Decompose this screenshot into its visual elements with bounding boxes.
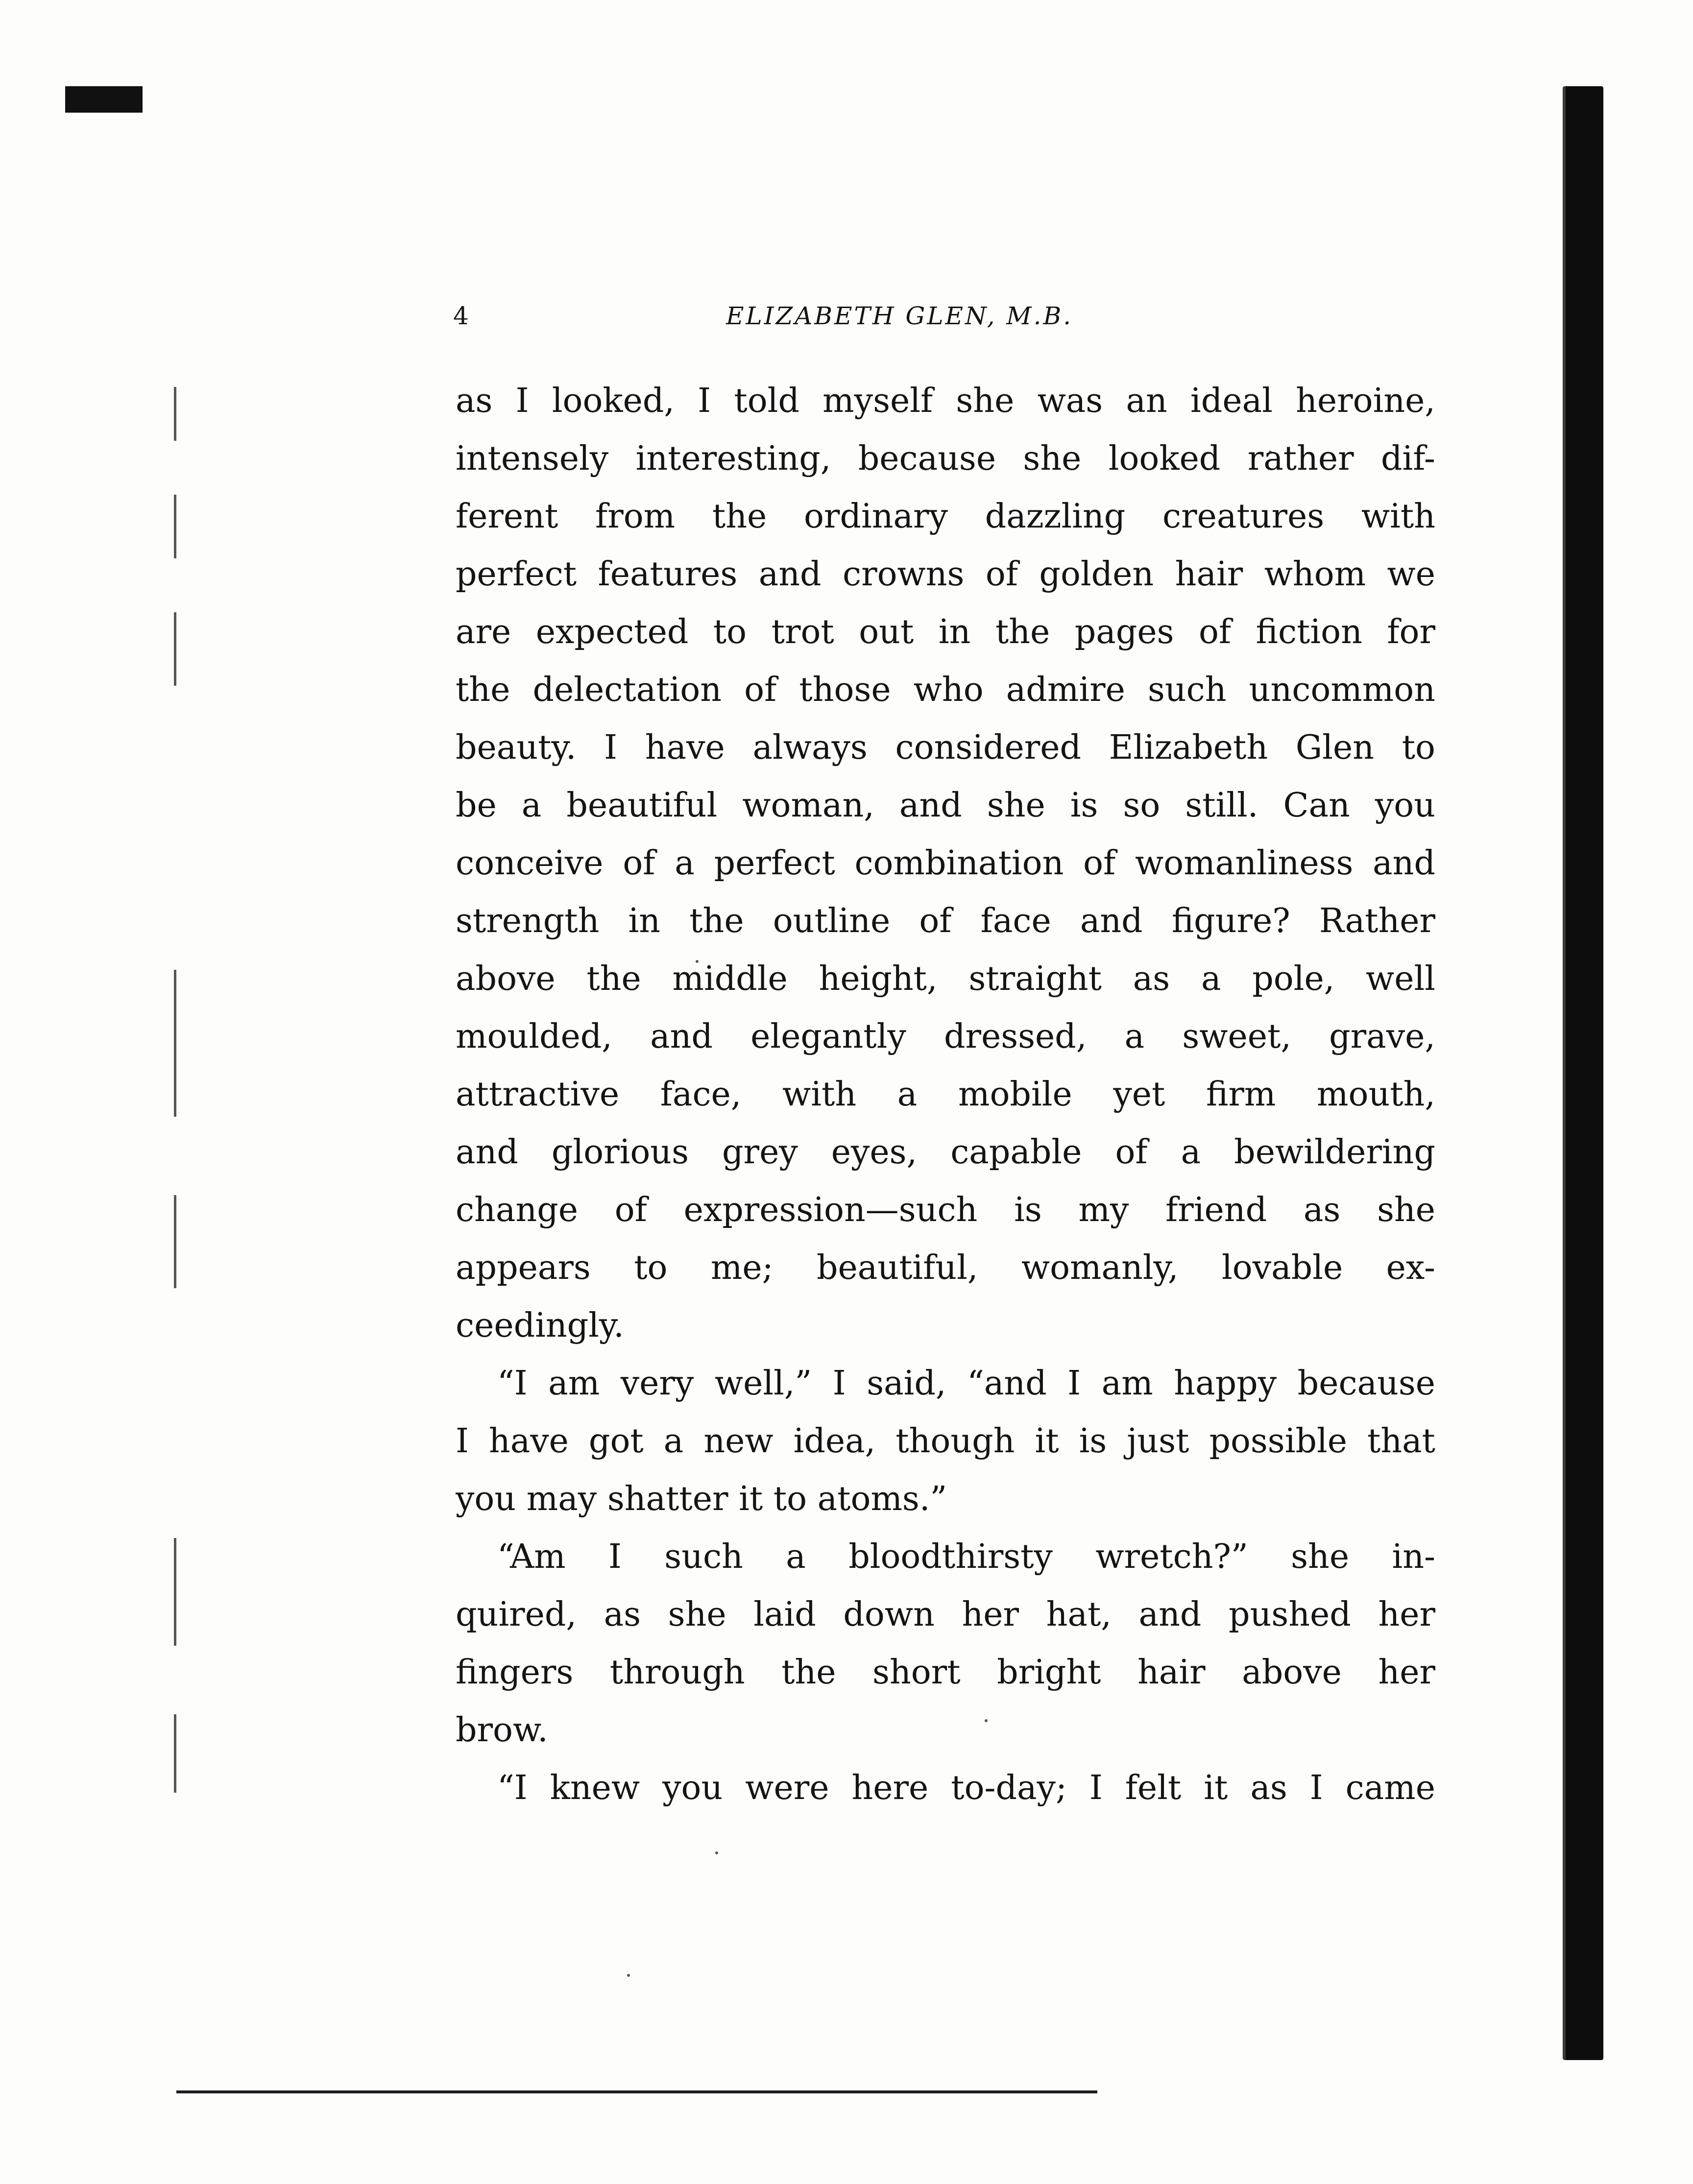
text-line: intensely interesting, because she looked rather dif- bbox=[456, 439, 1435, 478]
text-line: change of expression—such is my friend as she bbox=[456, 1191, 1435, 1229]
gutter-mark bbox=[174, 612, 176, 686]
scan-bottom-edge bbox=[176, 2090, 1097, 2093]
running-title: ELIZABETH GLEN, M.B. bbox=[726, 302, 1073, 330]
text-line-paragraph-start: “Am I such a bloodthirsty wretch?” she in- bbox=[497, 1537, 1435, 1576]
gutter-mark bbox=[174, 1538, 176, 1646]
scan-corner-mark bbox=[65, 86, 143, 113]
text-line: quired, as she laid down her hat, and pushed her bbox=[456, 1595, 1435, 1634]
text-line: are expected to trot out in the pages of fiction for bbox=[456, 613, 1435, 651]
text-line: fingers through the short bright hair above her bbox=[456, 1653, 1435, 1692]
text-line: as I looked, I told myself she was an ideal heroine, bbox=[456, 382, 1435, 420]
text-line: moulded, and elegantly dressed, a sweet, grave, bbox=[456, 1017, 1435, 1056]
gutter-mark bbox=[174, 1714, 176, 1793]
text-line-paragraph-end: ceedingly. bbox=[456, 1306, 624, 1345]
text-line: strength in the outline of face and figure? Rather bbox=[456, 902, 1435, 940]
scan-binding-edge bbox=[1563, 86, 1603, 2060]
running-head bbox=[453, 299, 1435, 333]
gutter-mark bbox=[174, 970, 176, 1117]
text-line: ferent from the ordinary dazzling creatures with bbox=[456, 497, 1435, 536]
scan-speck bbox=[627, 1974, 630, 1977]
text-line: above the middle height, straight as a pole, well bbox=[456, 960, 1435, 998]
gutter-mark bbox=[174, 495, 176, 558]
text-line: and glorious grey eyes, capable of a bewildering bbox=[456, 1133, 1435, 1172]
text-line: I have got a new idea, though it is just possible that bbox=[456, 1422, 1435, 1461]
text-line: conceive of a perfect combination of womanliness and bbox=[456, 844, 1435, 883]
text-line: beauty. I have always considered Elizabeth Glen to bbox=[456, 728, 1435, 767]
page-number: 4 bbox=[453, 302, 469, 330]
text-line-paragraph-end: you may shatter it to atoms.” bbox=[456, 1480, 947, 1518]
text-line: appears to me; beautiful, womanly, lovable ex- bbox=[456, 1248, 1435, 1287]
gutter-mark bbox=[174, 387, 176, 441]
text-line: be a beautiful woman, and she is so still. Can you bbox=[456, 786, 1435, 825]
gutter-mark bbox=[174, 1195, 176, 1288]
body-text bbox=[456, 372, 1435, 1817]
text-line-paragraph-start: “I knew you were here to-day; I felt it as I came bbox=[497, 1769, 1435, 1807]
text-line-paragraph-start: “I am very well,” I said, “and I am happy because bbox=[497, 1364, 1435, 1403]
text-line: attractive face, with a mobile yet firm mouth, bbox=[456, 1075, 1435, 1114]
text-line: perfect features and crowns of golden hair whom we bbox=[456, 555, 1435, 594]
text-line-paragraph-end: brow. bbox=[456, 1711, 548, 1750]
scan-speck bbox=[715, 1851, 718, 1854]
text-line: the delectation of those who admire such uncommon bbox=[456, 671, 1435, 709]
